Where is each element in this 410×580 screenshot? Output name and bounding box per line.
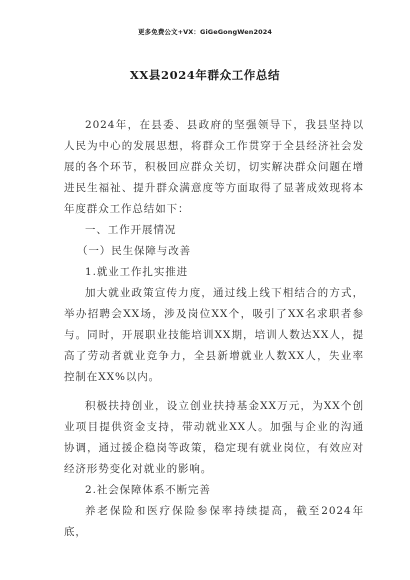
social-security-paragraph: 养老保险和医疗保险参保率持续提高，截至2024年底， (64, 505, 364, 538)
document-body (64, 115, 364, 543)
employment-paragraph-1: 加大就业政策宣传力度，通过线上线下相结合的方式，举办招聘会XX场，涉及岗位XX个，吸引了XX名求职者参与。同时，开展职业技能培训XX期，培训人数达XX人，提高了劳动者就业竞争力，全县新增就业人数XX人，失业率控制在XX%以内。 (64, 287, 364, 383)
intro-paragraph: 2024年，在县委、县政府的坚强领导下，我县坚持以人民为中心的发展思想，将群众工作贯穿于全县经济社会发展的各个环节，积极回应群众关切，切实解决群众问题在增进民生福祉、提升群众满意度等方面取得了显著成效现将本年度群众工作总结如下： (64, 119, 364, 215)
employment-paragraph-2: 积极扶持创业，设立创业扶持基金XX万元，为XX个创业项目提供资金支持，带动就业XX人。加强与企业的沟通协调，通过援企稳岗等政策，稳定现有就业岗位，有效应对经济形势变化对就业的影响。 (64, 400, 364, 475)
item-heading-employment: 1.就业工作扎实推进 (85, 266, 189, 278)
item-heading-social-security: 2.社会保障体系不断完善 (85, 484, 211, 496)
subsection-heading: （一）民生保障与改善 (77, 245, 191, 257)
document-title: XX县2024年群众工作总结 (129, 68, 281, 82)
header-note: 更多免费公文+VX：GiGeGongWen2024 (138, 28, 272, 36)
section-heading: 一、工作开展情况 (85, 224, 177, 236)
